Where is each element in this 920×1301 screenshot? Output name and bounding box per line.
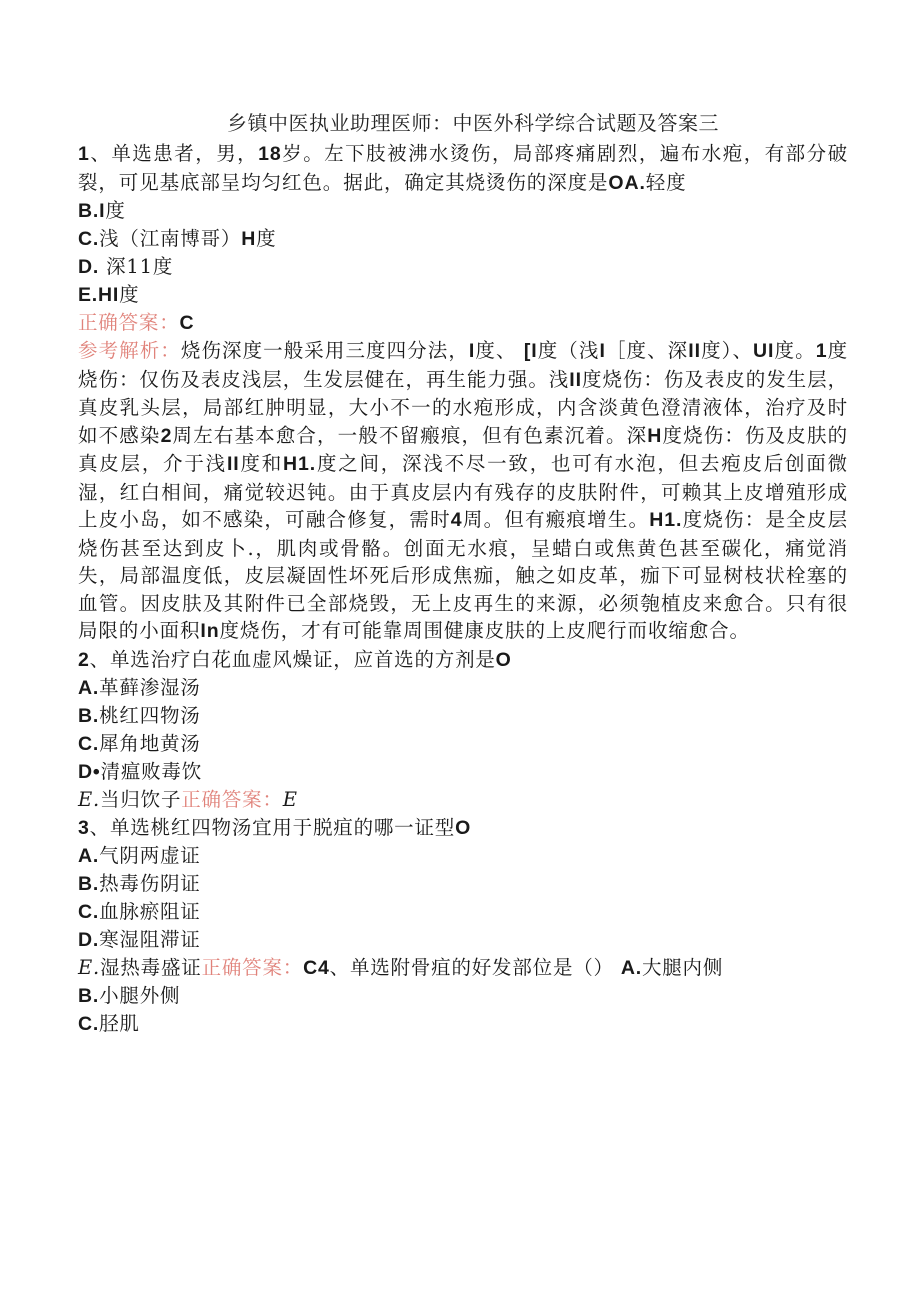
option-a: A.革藓渗湿汤 bbox=[78, 675, 201, 699]
question-number: 1 bbox=[78, 143, 90, 165]
option-b: B.热毒伤阴证 bbox=[78, 871, 201, 895]
question-2-stem: 2、单选治疗白花血虚风燥证，应首选的方剂是O bbox=[78, 647, 512, 671]
answer-label: 正确答案： bbox=[181, 787, 283, 811]
question-3-stem: 3、单选桃红四物汤宜用于脱疽的哪一证型O bbox=[78, 815, 472, 839]
question-number: 4 bbox=[317, 956, 330, 979]
option-e: E.HI度 bbox=[78, 283, 140, 306]
answer-label: 正确答案： bbox=[78, 311, 180, 334]
answer-label: 正确答案： bbox=[201, 955, 304, 979]
option-c: C.胫肌 bbox=[78, 1011, 140, 1035]
option-d: D.寒湿阻滞证 bbox=[78, 927, 201, 951]
analysis-label: 参考解析： bbox=[78, 339, 181, 362]
option-e-with-answer-and-question-4: E.湿热毒盛证正确答案：C4、单选附骨疽的好发部位是（） A.大腿内侧 bbox=[78, 955, 724, 979]
option-e-with-answer: E.当归饮子正确答案：E bbox=[78, 787, 298, 811]
question-number: 2 bbox=[78, 648, 90, 671]
option-c: C.血脉瘀阻证 bbox=[78, 899, 201, 923]
option-c: C.浅（江南博哥）H度 bbox=[78, 227, 277, 250]
document-page bbox=[78, 108, 848, 1038]
option-b: B.I度 bbox=[78, 199, 126, 222]
option-a-text: 轻度 bbox=[645, 170, 687, 194]
answer-value: C bbox=[179, 312, 195, 334]
option-d: D•清瘟败毒饮 bbox=[78, 759, 203, 783]
option-b: B.小腿外侧 bbox=[78, 983, 181, 1007]
question-1-stem: 1、单选患者，男，18岁。左下肢被沸水烫伤，局部疼痛剧烈，遍布水疱，有部分破裂，可见基底部呈均匀红色。据此，确定其烧烫伤的深度是OA.轻度 bbox=[78, 142, 848, 194]
answer-value: C bbox=[303, 956, 318, 979]
option-d: D. 深11度 bbox=[78, 255, 174, 278]
document-title: 乡镇中医执业助理医师：中医外科学综合试题及答案三 bbox=[227, 111, 719, 135]
option-b: B.桃红四物汤 bbox=[78, 703, 201, 727]
answer-value: E bbox=[282, 787, 298, 811]
question-1-analysis: 参考解析：烧伤深度一般采用三度四分法，I度、 [I度（浅I［度、深II度）、UI度。1度烧伤：仅伤及表皮浅层，生发层健在，再生能力强。浅II度烧伤：伤及表皮的发生层，真皮乳头层，局部红肿明显，大小不一的水疱形成，内含淡黄色澄清液体，治疗及时如不感染2周左右基本愈合，一般不留瘢痕，但有色素沉着。深H度烧伤：伤及皮肤的真皮层，介于浅II度和H1.度之间，深浅不尽一致，也可有水泡，但去疱皮后创面微湿，红白相间，痛觉较迟钝。由于真皮层内有残存的皮肤附件，可赖其上皮增殖形成上皮小岛，如不感染，可融合修复，需时4周。但有瘢痕增生。H1.度烧伤：是全皮层烧伤甚至达到皮卜.，肌肉或骨骼。创面无水痕，呈蜡白或焦黄色甚至碳化，痛觉消失，局部温度低，皮层凝固性坏死后形成焦痂，触之如皮革，痂下可显树枝状栓塞的血管。因皮肤及其附件已全部烧毁，无上皮再生的来源，必须匏植皮来愈合。只有很局限的小面积In度烧伤，才有可能靠周围健康皮肤的上皮爬行而收缩愈合。 bbox=[78, 339, 849, 642]
question-1-answer bbox=[78, 309, 848, 337]
option-c: C.犀角地黄汤 bbox=[78, 731, 201, 755]
question-number: 3 bbox=[78, 816, 90, 839]
option-a: A.气阴两虚证 bbox=[78, 843, 201, 867]
answer-bracket: O bbox=[455, 816, 472, 839]
answer-bracket: OA. bbox=[608, 171, 646, 194]
answer-bracket: O bbox=[495, 648, 512, 671]
